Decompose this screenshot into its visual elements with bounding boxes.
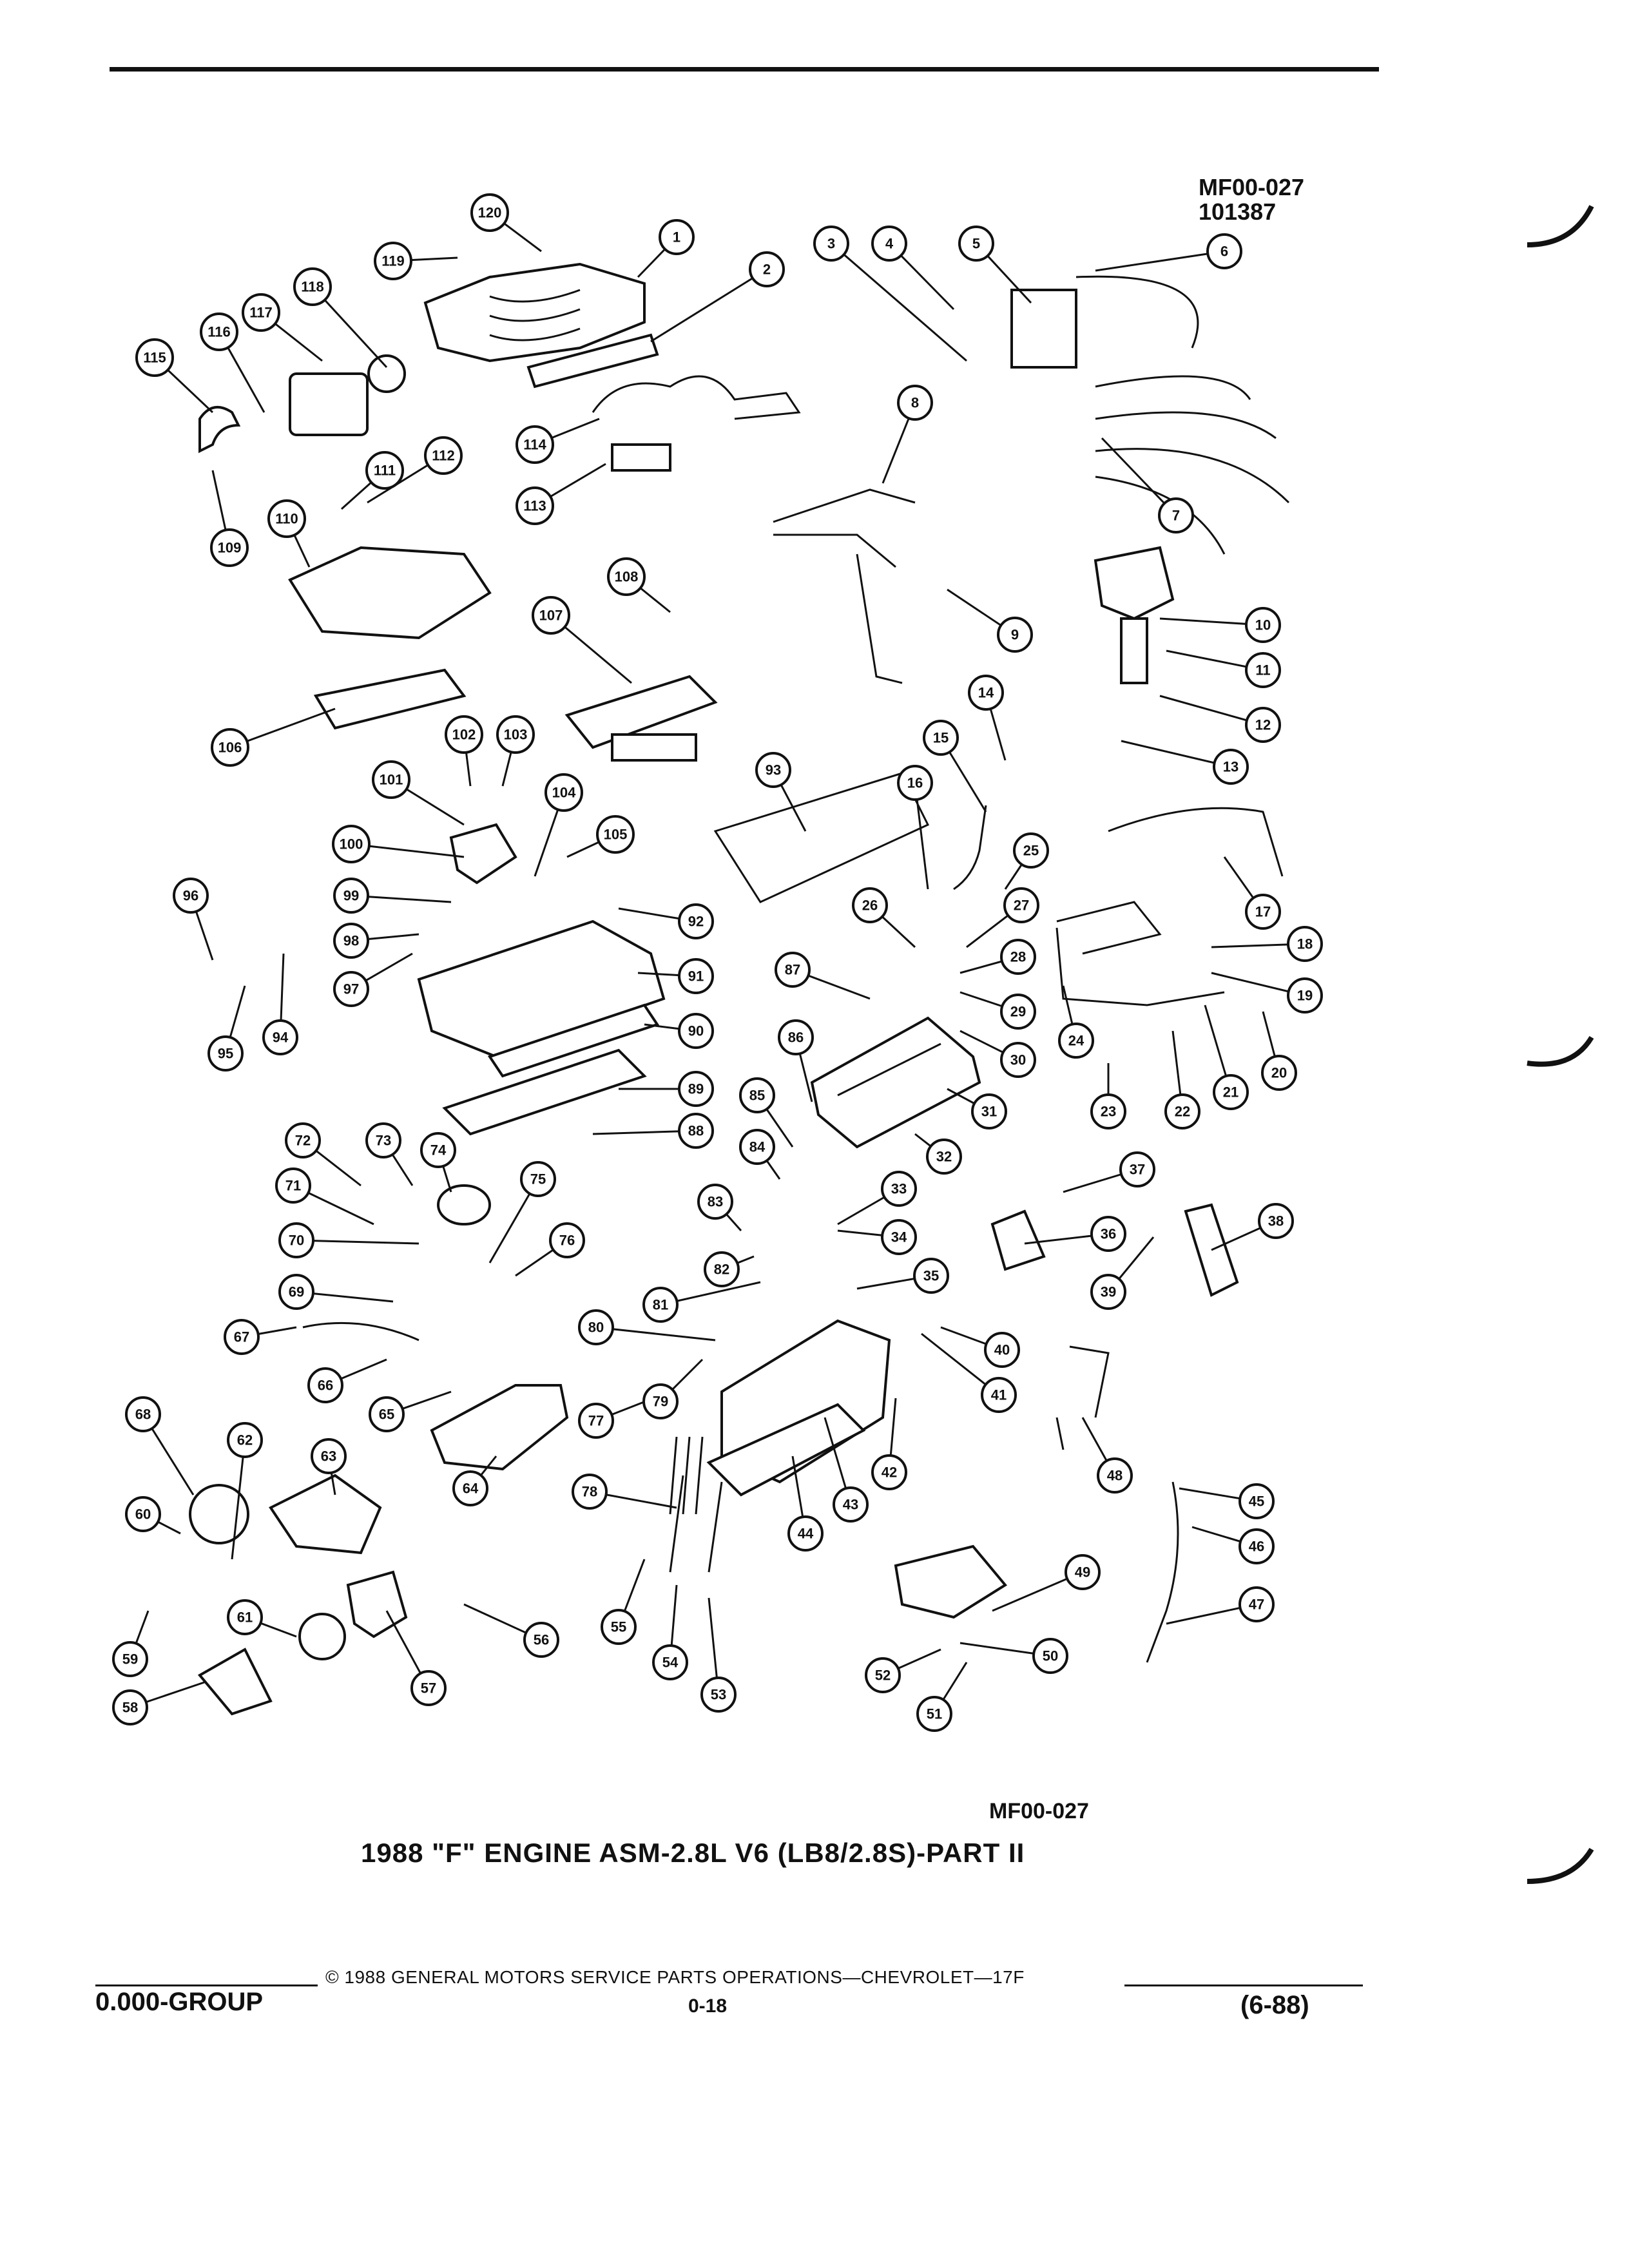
callout-119 xyxy=(375,243,411,279)
callout-95 xyxy=(209,1037,242,1070)
leader-70 xyxy=(296,1240,419,1244)
callout-label-105: 105 xyxy=(603,826,628,843)
callout-23 xyxy=(1092,1095,1125,1128)
callout-120 xyxy=(472,195,508,231)
callout-73 xyxy=(367,1124,400,1157)
callout-label-61: 61 xyxy=(236,1609,253,1626)
callout-label-77: 77 xyxy=(588,1412,604,1429)
ignition-coil xyxy=(1012,290,1076,367)
callout-56 xyxy=(525,1623,558,1657)
callout-40 xyxy=(985,1333,1019,1367)
callout-label-112: 112 xyxy=(432,447,455,464)
callout-30 xyxy=(1001,1043,1035,1077)
alternator-bracket xyxy=(271,1475,380,1553)
hose-elbow xyxy=(200,407,238,451)
callout-label-10: 10 xyxy=(1255,617,1271,633)
binder-mark-middle xyxy=(1521,1024,1598,1089)
plenum-support xyxy=(290,548,490,638)
crankcase-hose xyxy=(954,805,986,889)
callout-label-18: 18 xyxy=(1296,936,1313,952)
distributor-shaft xyxy=(1121,619,1147,683)
callout-97 xyxy=(334,972,368,1006)
callout-label-91: 91 xyxy=(688,968,704,985)
callout-label-56: 56 xyxy=(533,1631,550,1648)
lower-intake-manifold xyxy=(419,921,664,1057)
callout-label-75: 75 xyxy=(530,1171,546,1187)
callout-24 xyxy=(1059,1024,1093,1057)
footer-rule-right xyxy=(1124,1984,1363,1986)
callout-6 xyxy=(1208,235,1241,268)
callout-47 xyxy=(1240,1588,1273,1621)
callout-45 xyxy=(1240,1485,1273,1518)
callout-label-60: 60 xyxy=(135,1506,151,1523)
callout-label-87: 87 xyxy=(784,961,801,978)
callout-label-36: 36 xyxy=(1100,1225,1117,1242)
callout-label-72: 72 xyxy=(294,1132,311,1149)
callout-31 xyxy=(972,1095,1006,1128)
callout-108 xyxy=(608,559,644,595)
callout-111 xyxy=(367,452,403,488)
callout-label-20: 20 xyxy=(1271,1064,1287,1081)
callout-69 xyxy=(280,1275,313,1309)
callout-label-50: 50 xyxy=(1042,1648,1059,1664)
callout-label-79: 79 xyxy=(652,1393,669,1410)
callout-65 xyxy=(370,1398,403,1431)
callout-106 xyxy=(212,729,248,765)
callout-label-52: 52 xyxy=(874,1667,891,1684)
callout-label-8: 8 xyxy=(911,394,920,411)
callout-label-9: 9 xyxy=(1010,626,1019,643)
tube-48 xyxy=(1057,1347,1108,1450)
callout-113 xyxy=(517,488,553,524)
callout-71 xyxy=(276,1169,310,1202)
callout-label-84: 84 xyxy=(749,1139,766,1155)
callout-12 xyxy=(1246,708,1280,742)
callout-80 xyxy=(579,1311,613,1344)
callout-label-103: 103 xyxy=(503,726,528,743)
plenum-gasket-lower xyxy=(316,670,464,728)
exhaust-manifold xyxy=(432,1385,567,1469)
throttle-body xyxy=(290,374,367,435)
callout-label-97: 97 xyxy=(343,981,360,997)
callout-66 xyxy=(309,1369,342,1402)
callout-label-109: 109 xyxy=(217,539,242,556)
callout-79 xyxy=(644,1385,677,1418)
callout-5 xyxy=(959,227,993,260)
callout-label-85: 85 xyxy=(749,1087,766,1104)
callout-label-29: 29 xyxy=(1010,1003,1027,1020)
callout-label-38: 38 xyxy=(1268,1213,1284,1229)
callout-label-26: 26 xyxy=(862,897,878,914)
callout-104 xyxy=(546,774,582,811)
callout-28 xyxy=(1001,940,1035,974)
callout-43 xyxy=(834,1488,867,1521)
callout-label-80: 80 xyxy=(588,1319,604,1336)
callout-label-17: 17 xyxy=(1255,903,1271,920)
callout-label-2: 2 xyxy=(762,261,771,278)
callout-81 xyxy=(644,1288,677,1321)
callout-110 xyxy=(269,501,305,537)
callout-label-24: 24 xyxy=(1068,1032,1084,1049)
thermostat-housing xyxy=(451,825,516,883)
wiring-harness xyxy=(593,376,799,419)
callout-34 xyxy=(882,1220,916,1254)
callout-label-43: 43 xyxy=(842,1496,859,1513)
header-ref-code: MF00-027 xyxy=(1199,174,1305,200)
callout-77 xyxy=(579,1404,613,1437)
callout-15 xyxy=(924,721,958,754)
callout-50 xyxy=(1034,1639,1067,1673)
callout-label-94: 94 xyxy=(272,1029,289,1046)
callout-label-99: 99 xyxy=(343,887,360,904)
callout-93 xyxy=(757,753,790,787)
callout-74 xyxy=(421,1133,455,1167)
crossover-pipe xyxy=(303,1323,419,1340)
callout-label-117: 117 xyxy=(249,304,273,321)
callout-label-82: 82 xyxy=(713,1261,730,1278)
callout-101 xyxy=(373,762,409,798)
callout-label-115: 115 xyxy=(143,349,166,366)
callout-label-96: 96 xyxy=(182,887,199,904)
callout-label-114: 114 xyxy=(523,436,546,453)
callout-label-12: 12 xyxy=(1255,716,1271,733)
callout-41 xyxy=(982,1378,1016,1412)
callout-label-81: 81 xyxy=(652,1296,669,1313)
callout-label-35: 35 xyxy=(923,1267,940,1284)
callout-42 xyxy=(872,1456,906,1489)
callout-7 xyxy=(1159,499,1193,532)
callout-88 xyxy=(679,1114,713,1148)
callout-label-54: 54 xyxy=(662,1654,679,1671)
figure-title: 1988 "F" ENGINE ASM-2.8L V6 (LB8/2.8S)-PART II xyxy=(361,1838,1025,1868)
callout-75 xyxy=(521,1162,555,1196)
callout-115 xyxy=(137,340,173,376)
callout-label-110: 110 xyxy=(275,510,298,527)
callout-82 xyxy=(705,1253,738,1286)
callout-label-7: 7 xyxy=(1171,507,1181,524)
callout-label-64: 64 xyxy=(462,1480,479,1497)
callout-99 xyxy=(334,879,368,912)
callout-63 xyxy=(312,1439,345,1473)
callout-label-5: 5 xyxy=(972,235,981,252)
callout-52 xyxy=(866,1658,900,1692)
leader-6 xyxy=(1095,251,1224,271)
callout-label-55: 55 xyxy=(610,1619,627,1635)
callout-38 xyxy=(1259,1204,1293,1238)
callout-label-45: 45 xyxy=(1248,1493,1265,1510)
callout-94 xyxy=(264,1021,297,1054)
callout-label-41: 41 xyxy=(990,1387,1007,1403)
idler-pulley xyxy=(300,1614,345,1659)
callout-label-25: 25 xyxy=(1023,842,1039,859)
callout-1 xyxy=(660,220,693,254)
callout-53 xyxy=(702,1678,735,1711)
fuel-pressure-regulator-box xyxy=(715,773,928,902)
callout-114 xyxy=(517,427,553,463)
callout-87 xyxy=(776,953,809,986)
callout-116 xyxy=(201,314,237,350)
callout-label-71: 71 xyxy=(285,1177,302,1194)
callout-label-89: 89 xyxy=(688,1081,704,1097)
callout-17 xyxy=(1246,895,1280,928)
pushrods xyxy=(670,1437,702,1514)
valves xyxy=(670,1475,722,1572)
callout-33 xyxy=(882,1172,916,1206)
callout-label-120: 120 xyxy=(477,204,502,221)
callout-109 xyxy=(211,530,247,566)
callout-62 xyxy=(228,1423,262,1457)
callout-label-30: 30 xyxy=(1010,1052,1027,1068)
callout-36 xyxy=(1092,1217,1125,1251)
callout-label-33: 33 xyxy=(891,1180,907,1197)
callout-26 xyxy=(853,889,887,922)
callout-46 xyxy=(1240,1530,1273,1563)
figure-code: MF00-027 xyxy=(989,1799,1089,1823)
callout-98 xyxy=(334,924,368,957)
callout-51 xyxy=(918,1697,951,1731)
callout-label-113: 113 xyxy=(523,497,546,514)
callout-61 xyxy=(228,1600,262,1634)
callout-68 xyxy=(126,1398,160,1431)
callout-label-53: 53 xyxy=(710,1686,727,1703)
callout-label-83: 83 xyxy=(707,1193,724,1210)
callout-label-108: 108 xyxy=(614,568,639,585)
callout-label-32: 32 xyxy=(936,1148,952,1165)
idle-air-valve xyxy=(612,445,670,470)
callout-label-46: 46 xyxy=(1248,1538,1265,1555)
callout-label-34: 34 xyxy=(891,1229,907,1245)
callout-label-23: 23 xyxy=(1100,1103,1117,1120)
callout-label-3: 3 xyxy=(827,235,836,252)
callout-label-11: 11 xyxy=(1255,662,1271,678)
callout-29 xyxy=(1001,995,1035,1028)
egr-valve xyxy=(438,1186,490,1224)
callout-96 xyxy=(174,879,207,912)
callout-83 xyxy=(699,1185,732,1218)
callout-102 xyxy=(446,716,482,753)
bracket-58 xyxy=(200,1649,271,1714)
callout-label-67: 67 xyxy=(233,1329,250,1345)
callout-label-49: 49 xyxy=(1074,1564,1091,1581)
callout-label-111: 111 xyxy=(373,462,396,479)
callout-67 xyxy=(225,1320,258,1354)
callout-21 xyxy=(1214,1075,1248,1109)
callout-label-28: 28 xyxy=(1010,948,1027,965)
callout-label-116: 116 xyxy=(207,323,231,340)
callout-label-21: 21 xyxy=(1222,1084,1239,1100)
callout-25 xyxy=(1014,834,1048,867)
callout-label-27: 27 xyxy=(1013,897,1030,914)
leader-2 xyxy=(651,269,767,341)
callout-18 xyxy=(1288,927,1322,961)
callout-label-101: 101 xyxy=(379,771,403,788)
fuel-injectors xyxy=(612,735,696,760)
callout-label-107: 107 xyxy=(539,607,563,624)
callout-label-92: 92 xyxy=(688,913,704,930)
callout-16 xyxy=(898,766,932,800)
callout-19 xyxy=(1288,979,1322,1012)
binder-mark-top xyxy=(1521,193,1598,258)
callout-72 xyxy=(286,1124,320,1157)
callout-label-76: 76 xyxy=(559,1232,575,1249)
callout-9 xyxy=(998,618,1032,651)
callout-label-42: 42 xyxy=(881,1464,898,1481)
fuel-line-harness xyxy=(773,490,915,683)
callout-label-58: 58 xyxy=(122,1699,139,1716)
callout-label-100: 100 xyxy=(339,836,363,852)
callout-118 xyxy=(294,269,331,305)
callout-54 xyxy=(653,1646,687,1679)
callout-label-69: 69 xyxy=(288,1283,305,1300)
callout-35 xyxy=(914,1259,948,1293)
callout-label-37: 37 xyxy=(1129,1161,1146,1178)
callout-105 xyxy=(597,816,633,852)
callout-label-88: 88 xyxy=(688,1122,704,1139)
callout-92 xyxy=(679,905,713,938)
callout-89 xyxy=(679,1072,713,1106)
callout-label-15: 15 xyxy=(932,729,949,746)
callout-3 xyxy=(815,227,848,260)
callout-label-118: 118 xyxy=(301,278,324,295)
callout-label-95: 95 xyxy=(217,1045,234,1062)
callout-label-78: 78 xyxy=(581,1483,598,1500)
callout-label-19: 19 xyxy=(1296,987,1313,1004)
callout-112 xyxy=(425,437,461,474)
throttle-gasket xyxy=(369,356,405,392)
callout-label-40: 40 xyxy=(994,1341,1010,1358)
header-ref-date: 101387 xyxy=(1199,198,1277,225)
callout-55 xyxy=(602,1610,635,1644)
callout-49 xyxy=(1066,1555,1099,1589)
callout-91 xyxy=(679,959,713,993)
callout-label-106: 106 xyxy=(218,739,242,756)
callout-label-104: 104 xyxy=(552,784,576,801)
callout-label-102: 102 xyxy=(452,726,476,743)
callout-57 xyxy=(412,1671,445,1705)
callout-84 xyxy=(740,1130,774,1164)
bracket-36 xyxy=(992,1211,1044,1269)
callout-86 xyxy=(779,1021,813,1054)
group-label: 0.000-GROUP xyxy=(95,1988,264,2016)
callout-label-73: 73 xyxy=(375,1132,392,1149)
callout-label-98: 98 xyxy=(343,932,360,949)
callout-label-86: 86 xyxy=(787,1029,804,1046)
callout-2 xyxy=(750,253,784,286)
callout-11 xyxy=(1246,653,1280,687)
callout-10 xyxy=(1246,608,1280,642)
callout-label-59: 59 xyxy=(122,1651,139,1667)
callout-32 xyxy=(927,1140,961,1173)
callout-58 xyxy=(113,1691,147,1724)
callout-22 xyxy=(1166,1095,1199,1128)
page-number: 0-18 xyxy=(688,1995,728,2017)
callout-100 xyxy=(333,826,369,862)
callout-14 xyxy=(969,676,1003,709)
callout-label-22: 22 xyxy=(1174,1103,1191,1120)
callout-117 xyxy=(243,294,279,331)
callout-90 xyxy=(679,1014,713,1048)
callout-label-14: 14 xyxy=(978,684,994,701)
valve-cover xyxy=(812,1018,979,1147)
callout-44 xyxy=(789,1517,822,1550)
callout-label-93: 93 xyxy=(765,762,782,778)
callout-label-51: 51 xyxy=(926,1706,943,1722)
callout-107 xyxy=(533,597,569,633)
callout-85 xyxy=(740,1079,774,1112)
dipstick-tube xyxy=(1147,1482,1178,1662)
callout-label-90: 90 xyxy=(688,1023,704,1039)
distributor xyxy=(1095,548,1173,619)
callout-60 xyxy=(126,1497,160,1531)
callout-label-62: 62 xyxy=(236,1432,253,1448)
callout-8 xyxy=(898,386,932,419)
callout-103 xyxy=(497,716,534,753)
callout-label-70: 70 xyxy=(288,1232,305,1249)
callout-64 xyxy=(454,1472,487,1505)
callout-label-68: 68 xyxy=(135,1406,151,1423)
callout-13 xyxy=(1214,750,1248,783)
callout-label-1: 1 xyxy=(672,229,681,245)
callout-label-47: 47 xyxy=(1248,1596,1265,1613)
callout-37 xyxy=(1121,1153,1154,1186)
callout-label-63: 63 xyxy=(320,1448,337,1465)
callout-76 xyxy=(550,1224,584,1257)
callout-59 xyxy=(113,1642,147,1676)
callout-4 xyxy=(872,227,906,260)
footer-rule-left xyxy=(95,1984,318,1986)
callout-48 xyxy=(1098,1459,1132,1492)
callout-label-16: 16 xyxy=(907,774,923,791)
callout-label-13: 13 xyxy=(1222,758,1239,775)
copyright-notice: © 1988 GENERAL MOTORS SERVICE PARTS OPERATIONS—CHEVROLET—17F xyxy=(325,1967,1025,1987)
callout-label-57: 57 xyxy=(420,1680,437,1696)
callout-label-48: 48 xyxy=(1106,1467,1123,1484)
bracket-57 xyxy=(348,1572,406,1637)
binder-mark-bottom xyxy=(1521,1836,1598,1901)
callout-70 xyxy=(280,1224,313,1257)
callout-20 xyxy=(1262,1056,1296,1090)
callout-label-31: 31 xyxy=(981,1103,998,1120)
water-pump xyxy=(896,1546,1005,1617)
callout-label-4: 4 xyxy=(885,235,894,252)
callout-label-44: 44 xyxy=(797,1525,814,1542)
callout-label-6: 6 xyxy=(1220,243,1229,260)
callout-label-65: 65 xyxy=(378,1406,395,1423)
callout-label-74: 74 xyxy=(430,1142,447,1158)
callout-label-66: 66 xyxy=(317,1377,334,1394)
callout-label-39: 39 xyxy=(1100,1283,1117,1300)
callout-39 xyxy=(1092,1275,1125,1309)
callout-78 xyxy=(573,1475,606,1508)
callout-27 xyxy=(1005,889,1038,922)
revision-date: (6-88) xyxy=(1240,1991,1309,2019)
callout-label-119: 119 xyxy=(381,253,405,269)
